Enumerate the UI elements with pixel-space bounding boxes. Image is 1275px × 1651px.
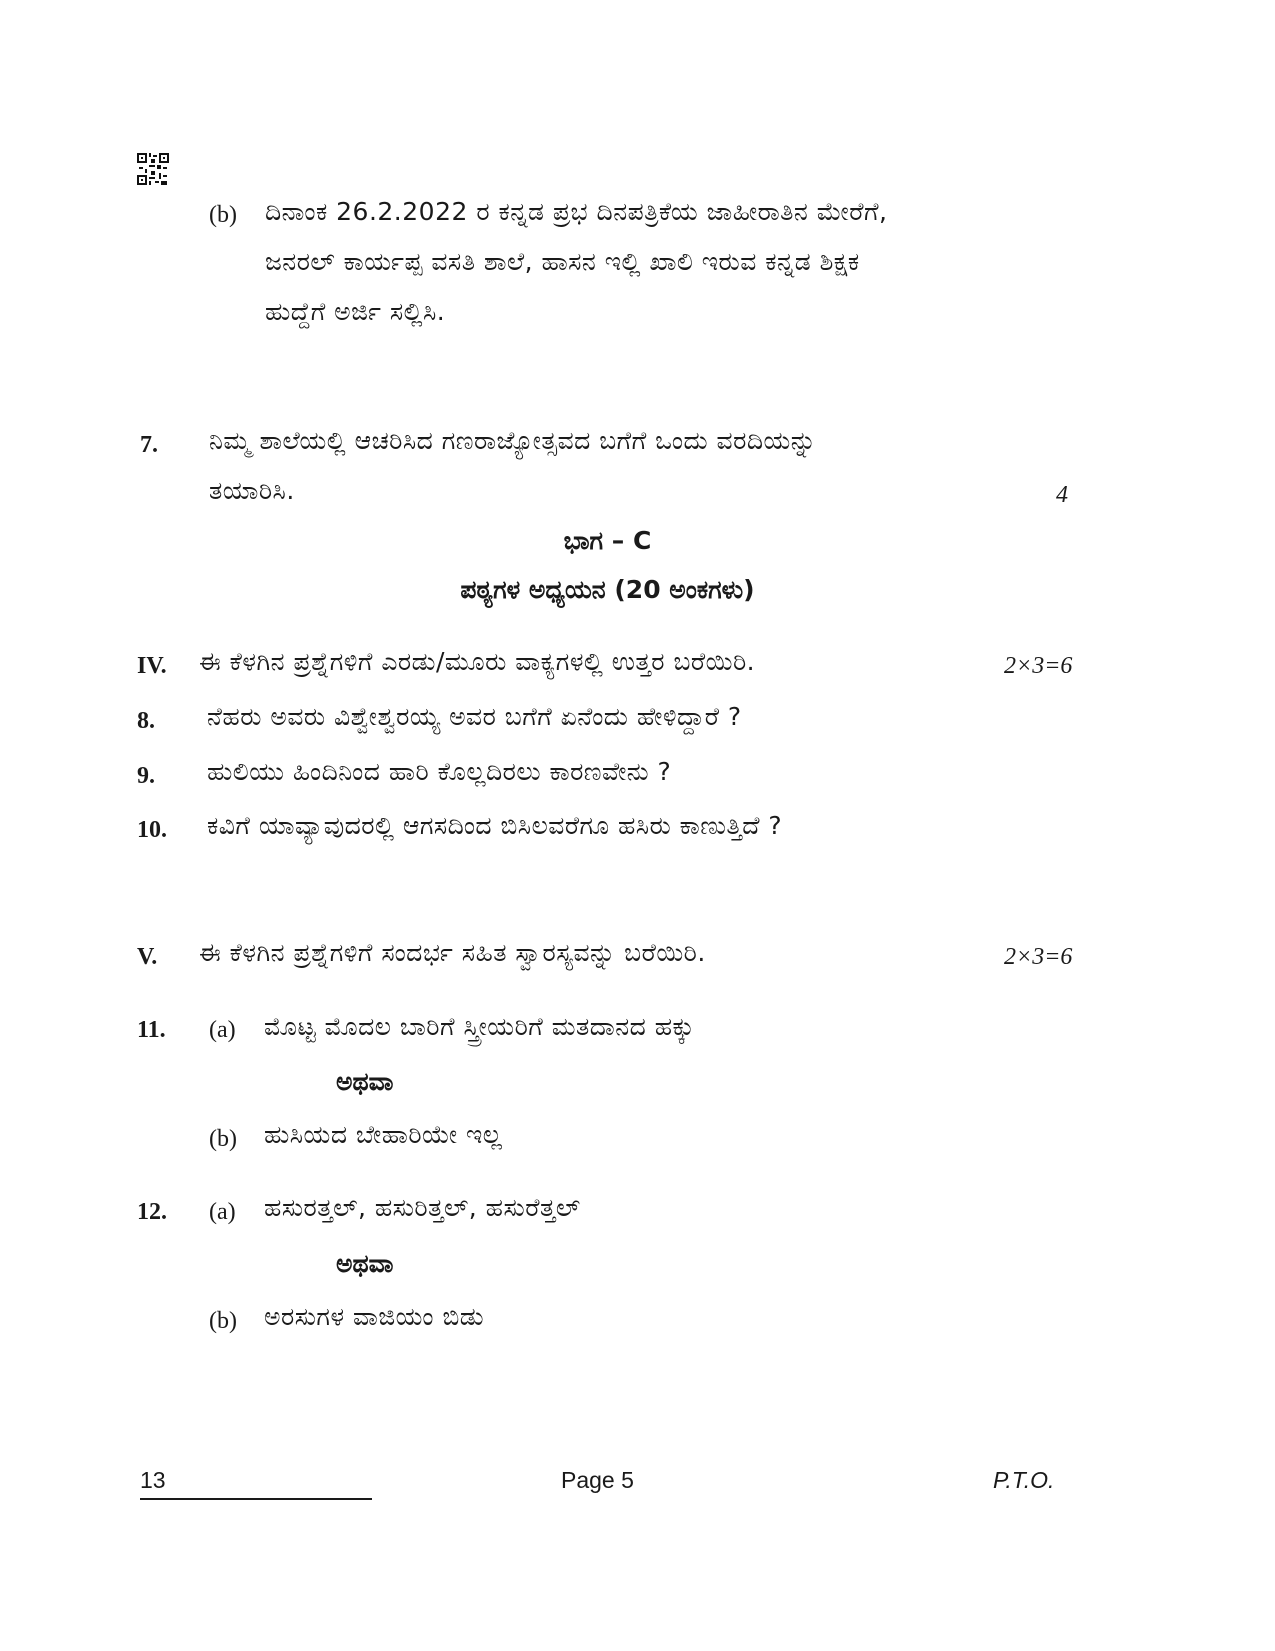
part-v-marks: 2×3=6 (1004, 944, 1073, 970)
part-iv-instruction: ಈ ಕೆಳಗಿನ ಪ್ರಶ್ನೆಗಳಿಗೆ ಎರಡು/ಮೂರು ವಾಕ್ಯಗಳಲ್ಲಿ ಉತ್ತರ ಬರೆಯಿರಿ. (199, 647, 756, 676)
q7-number: 7. (140, 432, 158, 458)
q12-or: ಅಥವಾ (336, 1249, 394, 1278)
q10-number: 10. (137, 817, 167, 843)
section-title: ಭಾಗ – C (563, 526, 652, 555)
footer-rule (140, 1498, 372, 1500)
q11-b-text: ಹುಸಿಯದ ಬೇಹಾರಿಯೇ ಇಲ್ಲ (264, 1120, 503, 1149)
q9-number: 9. (137, 763, 155, 789)
q12-b-label: (b) (209, 1308, 237, 1334)
q11-a-text: ಮೊಟ್ಟ ಮೊದಲ ಬಾರಿಗೆ ಸ್ತ್ರೀಯರಿಗೆ ಮತದಾನದ ಹಕ್ಕು (264, 1012, 695, 1041)
q6b-line-2: ಜನರಲ್ ಕಾರ್ಯಪ್ಪ ವಸತಿ ಶಾಲೆ, ಹಾಸನ ಇಲ್ಲಿ ಖಾಲಿ ಇರುವ ಕನ್ನಡ ಶಿಕ್ಷಕ (265, 247, 860, 276)
part-iv-marks: 2×3=6 (1004, 653, 1073, 679)
q6b-line-3: ಹುದ್ದೆಗೆ ಅರ್ಜಿ ಸಲ್ಲಿಸಿ. (265, 297, 446, 326)
part-v-instruction: ಈ ಕೆಳಗಿನ ಪ್ರಶ್ನೆಗಳಿಗೆ ಸಂದರ್ಭ ಸಹಿತ ಸ್ವಾರಸ್ಯವನ್ನು ಬರೆಯಿರಿ. (199, 938, 706, 967)
q12-a-text: ಹಸುರತ್ತಲ್, ಹಸುರಿತ್ತಲ್, ಹಸುರೆತ್ತಲ್ (264, 1193, 581, 1222)
q11-or: ಅಥವಾ (336, 1067, 394, 1096)
part-iv-number: IV. (137, 653, 167, 679)
q11-b-label: (b) (209, 1126, 237, 1152)
q12-a-label: (a) (209, 1199, 236, 1225)
q7-line-1: ನಿಮ್ಮ ಶಾಲೆಯಲ್ಲಿ ಆಚರಿಸಿದ ಗಣರಾಜ್ಯೋತ್ಸವದ ಬಗೆಗೆ ಒಂದು ವರದಿಯನ್ನು (209, 426, 817, 455)
q12-b-text: ಅರಸುಗಳ ವಾಜಿಯಂ ಬಿಡು (264, 1302, 485, 1331)
qr-code-icon (137, 153, 169, 185)
section-subtitle: ಪಠ್ಯಗಳ ಅಧ್ಯಯನ (20 ಅಂಕಗಳು) (460, 575, 755, 604)
q8-number: 8. (137, 708, 155, 734)
q6b-label: (b) (209, 202, 237, 228)
q8-text: ನೆಹರು ಅವರು ವಿಶ್ವೇಶ್ವರಯ್ಯ ಅವರ ಬಗೆಗೆ ಏನೆಂದು ಹೇಳಿದ್ದಾರೆ ? (207, 702, 742, 731)
footer-page: Page 5 (561, 1467, 634, 1493)
part-v-number: V. (137, 944, 158, 970)
q10-text: ಕವಿಗೆ ಯಾವ್ಯಾವುದರಲ್ಲಿ ಆಗಸದಿಂದ ಬಿಸಿಲವರೆಗೂ ಹಸಿರು ಕಾಣುತ್ತಿದೆ ? (207, 811, 783, 840)
q11-number: 11. (137, 1017, 166, 1043)
q12-number: 12. (137, 1199, 167, 1225)
q9-text: ಹುಲಿಯು ಹಿಂದಿನಿಂದ ಹಾರಿ ಕೊಲ್ಲದಿರಲು ಕಾರಣವೇನು ? (207, 757, 672, 786)
q6b-line-1: ದಿನಾಂಕ 26.2.2022 ರ ಕನ್ನಡ ಪ್ರಭ ದಿನಪತ್ರಿಕೆಯ ಜಾಹೀರಾತಿನ ಮೇರೆಗೆ, (265, 197, 888, 226)
footer-pto: P.T.O. (993, 1467, 1055, 1493)
q7-line-2: ತಯಾರಿಸಿ. (209, 476, 295, 505)
q11-a-label: (a) (209, 1017, 236, 1043)
footer-code: 13 (140, 1467, 166, 1493)
q7-marks: 4 (1056, 482, 1068, 508)
